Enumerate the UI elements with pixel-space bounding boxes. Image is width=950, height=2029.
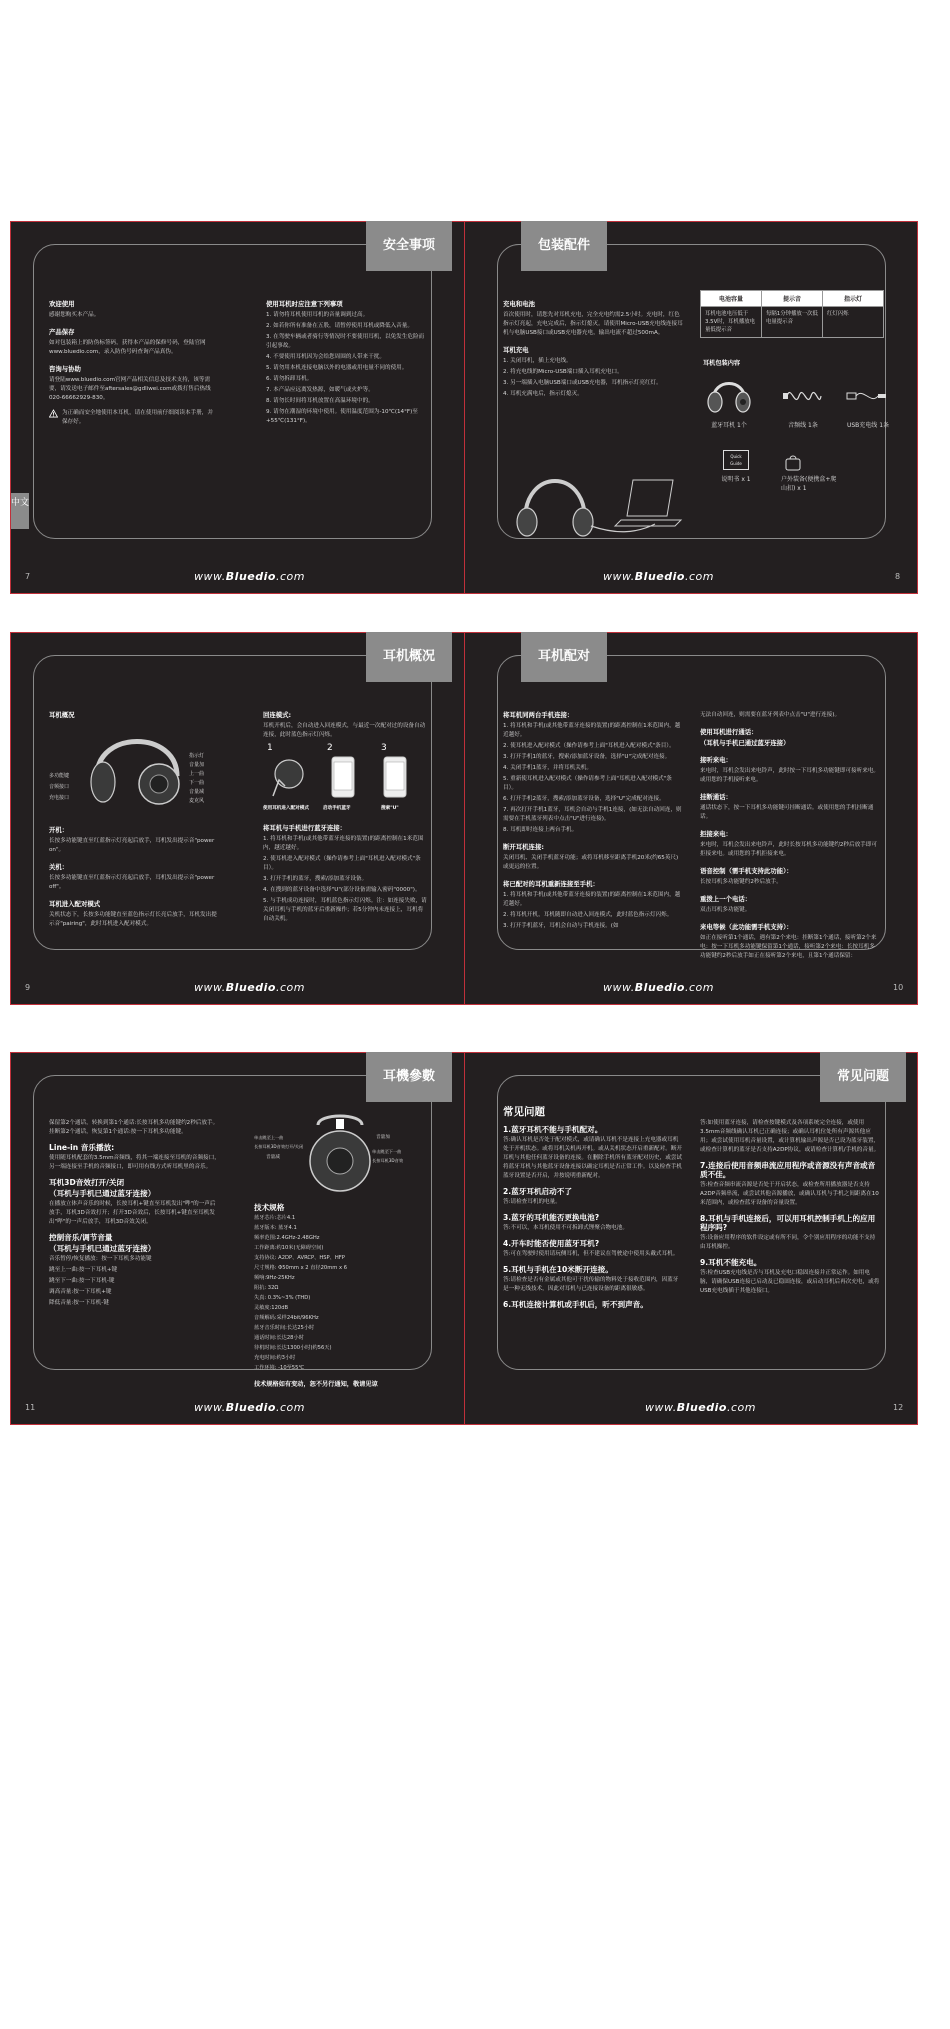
spec-item: 蓝牙版本: 蓝牙4.1 xyxy=(254,1225,297,1231)
column-reconnect xyxy=(263,703,427,926)
heading-reconnect-mode: 回连模式: xyxy=(263,711,292,719)
audio-cable-icon xyxy=(783,382,823,410)
heading-line-in: Line-in 音乐播放: xyxy=(49,1143,115,1152)
faq-answer: 答:请检查耳机的电量。 xyxy=(503,1199,561,1205)
two-phone-step: 8. 耳机即时连接上两台手机。 xyxy=(503,827,578,833)
table-cell: 耳机电池电压低于3.5V时，耳机播放电量低提示音 xyxy=(701,307,762,338)
faq-question: 3.蓝牙的耳机能否更换电池? xyxy=(503,1213,600,1222)
footer-brand: www.Bluedio.com xyxy=(645,1401,756,1414)
page-8 xyxy=(465,222,918,593)
heading-3d-effect: 耳机3D音效打开/关闭 xyxy=(49,1178,125,1187)
heading-voice: 语音控制（需手机支持此功能）： xyxy=(700,867,793,875)
column-two-phones xyxy=(503,703,683,933)
language-side-tab: 中文 xyxy=(11,493,29,529)
label-next-3d: 单击跳至下一曲 长按耳机3D音效 xyxy=(372,1149,404,1163)
column-faq-1 xyxy=(503,1103,683,1311)
column-welcome xyxy=(49,292,217,427)
pairing-steps-diagram xyxy=(263,744,427,816)
spec-item: 阻抗: 32Ω xyxy=(254,1285,279,1291)
column-calls xyxy=(700,703,880,963)
usb-cable-icon xyxy=(845,385,889,407)
precaution-item: 8. 请勿长时间将耳机放置在高温环境中的。 xyxy=(266,398,374,404)
text-reject: 来电时，耳机会发出来电铃声，此时长按耳机多功能键约2秒后放手即可拒接来电。或用您的手机拒接来电。 xyxy=(700,842,877,857)
faq-answer: 答:不可以，本耳机使用不可拆卸式锂聚合物电池。 xyxy=(503,1225,628,1231)
page-9 xyxy=(11,633,464,1004)
spec-item: 失真: 0.3%~3% (THD) xyxy=(254,1295,311,1301)
warning-note xyxy=(49,409,217,427)
spec-item: 尺寸规格: Φ50mm x 2 直径20mm x 6 xyxy=(254,1265,348,1271)
spec-item: 频响:9Hz-25KHz xyxy=(254,1275,295,1281)
page-number: 8 xyxy=(895,572,901,581)
precaution-item: 6. 请勿拆卸耳机。 xyxy=(266,376,313,382)
reconnect-step: 3. 打开手机蓝牙，耳机会自动与手机连接。(如 xyxy=(503,923,619,929)
item-bag-label: 户外装备(便携盒+爬山扣) x 1 xyxy=(781,476,837,492)
text-charging: 首次使用时，请您先对耳机充电，完全充电约需2.5小时。充电时，红色指示灯亮起，充电完成后，指示灯熄灭。请使用Micro-USB充电线连接耳机与电脑USB接口或USB充电器充电，输出电流不超过500mA。 xyxy=(503,312,683,336)
heading-calls-sub: （耳机与手机已通过蓝牙连接） xyxy=(700,739,790,747)
warning-triangle-icon xyxy=(49,409,58,418)
step-caption: 启动手机蓝牙 xyxy=(323,806,351,811)
music-control-item: 降低音量:按一下耳机-键 xyxy=(49,1300,109,1306)
page-number: 7 xyxy=(25,572,31,581)
item-manual-label: 说明书 x 1 xyxy=(721,476,751,483)
page-number: 12 xyxy=(893,1403,904,1412)
page-number: 11 xyxy=(25,1403,36,1412)
heading-power-off: 关机： xyxy=(49,863,69,871)
heading-disconnect: 断开耳机连接: xyxy=(503,843,544,851)
heading-redial: 重拨上一个电话： xyxy=(700,895,752,903)
headphone-diagram xyxy=(49,722,221,818)
spec-item: 支持协议: A2DP、AVRCP、HSP、HFP xyxy=(254,1255,345,1261)
two-phone-step: 2. 使耳机进入配对模式（操作请参考上面"耳机进入配对模式"条目）。 xyxy=(503,743,675,749)
page-12 xyxy=(465,1053,918,1424)
faq-question: 1.蓝牙耳机不能与手机配对。 xyxy=(503,1125,603,1134)
charging-step: 1. 关闭耳机，插上充电线。 xyxy=(503,358,572,364)
section-tab: 常见问题 xyxy=(820,1052,906,1102)
page-7 xyxy=(11,222,464,593)
column-charging xyxy=(503,292,683,401)
text-reconnect-mode: 耳机开机后，会自动进入回连模式，与最近一次配对过的设备自动连接，此时蓝色指示灯闪烁。 xyxy=(263,723,426,738)
label-next: 下一曲 xyxy=(189,780,205,786)
label-volume-up: 音量加 xyxy=(189,762,205,768)
precaution-item: 4. 不要使用耳机因为会给您周围的人带来干扰。 xyxy=(266,354,385,360)
faq-answer: 答:设备应用程序的软件设定或有所不同，令个别应用程序的功能不支持由耳机操控。 xyxy=(700,1235,876,1250)
label-charge-port: 充电接口 xyxy=(49,795,70,801)
spec-item: 蓝牙芯片:芯片4.1 xyxy=(254,1215,296,1221)
heading-two-phones: 将耳机同两台手机连接： xyxy=(503,711,574,719)
spread-safety-and-package xyxy=(10,221,918,594)
two-phone-step: 1. 将耳机和手机(或其他带蓝牙连接的装置)的距离控制在1米范围内，越近越好。 xyxy=(503,723,681,738)
faq-question: 2.蓝牙耳机启动不了 xyxy=(503,1187,572,1196)
step-caption: 搜索"U" xyxy=(381,806,399,811)
text-redial: 双击耳机多功能键。 xyxy=(700,907,751,913)
faq-title: 常见问题 xyxy=(503,1106,545,1118)
heading-pairing-mode: 耳机进入配对模式 xyxy=(49,900,101,908)
page-number: 10 xyxy=(893,983,904,992)
label-previous: 上一曲 xyxy=(189,771,205,777)
heading-precautions: 使用耳机时应注意下列事项 xyxy=(266,300,343,308)
label-multi-function-key: 多功能键 xyxy=(49,773,70,779)
spec-item: 工作环境: -10至55℃ xyxy=(254,1365,305,1371)
spread-specs-and-faq xyxy=(10,1052,918,1425)
text-voice: 长按耳机多功能键约2秒后放手。 xyxy=(700,879,782,885)
text-3d-effect: 在播放立体声音乐的时候，长按耳机+键直至耳机发出"哔"的一声后放手，耳机3D音效打开；打开3D音效后，长按耳机+键直至耳机发出"哔"的一声后放手，耳机3D音效关闭。 xyxy=(49,1201,216,1225)
section-tab: 包装配件 xyxy=(521,221,607,271)
two-phone-step: 3. 打开手机1的蓝牙，搜索/添加蓝牙设备，选择"U"完成配对连接。 xyxy=(503,754,671,760)
heading-specs: 技术规格 xyxy=(254,1203,285,1212)
headphone-side-icon xyxy=(87,726,187,814)
heading-charging: 充电和电池 xyxy=(503,300,535,308)
text-support: 请登陆www.bluedio.com官网产品相关信息及技术支持，该等需要，请发送电子邮件至aftersales@gdliwei.com或拨打售后热线020-66662929-830。 xyxy=(49,377,211,401)
column-music xyxy=(49,1119,221,1310)
column-faq-2 xyxy=(700,1119,880,1298)
faq-question: 4.开车时能否使用蓝牙耳机? xyxy=(503,1239,600,1248)
table-cell: 每隔1分钟播放一次低电量提示音 xyxy=(762,307,823,338)
faq-answer: 答:检查音频串流音源是否处于开启状态，或检查所用播放器是否支持A2DP音频串流，或尝试其他音源播放，或确认耳机与手机之间距离在10米范围内，或检查蓝牙设备的音量设置。 xyxy=(700,1182,879,1206)
section-tab: 安全事项 xyxy=(366,221,452,271)
music-control-item: 跳至上一曲:按一下耳机+键 xyxy=(49,1267,118,1273)
bt-step: 2. 使耳机进入配对模式（操作请参考上面"耳机进入配对模式"条目）。 xyxy=(263,856,421,871)
heading-bluetooth-connect: 将耳机与手机进行蓝牙连接： xyxy=(263,824,347,832)
bt-step: 1. 将耳机和手机(或其他带蓝牙连接的装置)的距离控制在1米范围内，越近越好。 xyxy=(263,836,424,851)
bt-step: 3. 打开手机的蓝牙，搜索/添加蓝牙设备。 xyxy=(263,876,368,882)
faq-question: 7.连接后使用音频串流应用程序或音源没有声音或音质不佳。 xyxy=(700,1161,876,1179)
heading-call-waiting: 来电等候（此功能需手机支持）： xyxy=(700,923,793,931)
hand-press-icon xyxy=(269,756,305,798)
faq-question: 8.耳机与手机连接后，可以用耳机控制手机上的应用程序吗? xyxy=(700,1214,876,1232)
spec-item: 灵敏度:120dB xyxy=(254,1305,289,1311)
text-power-off: 长按多功能键直至红蓝指示灯亮起后放手，耳机发出提示音"power off"。 xyxy=(49,875,215,890)
faq-question: 5.耳机与手机在10米断开连接。 xyxy=(503,1265,613,1274)
warning-text: 为正确而安全地使用本耳机，请在使用前仔细阅读本手册，并保存好。 xyxy=(61,410,213,425)
control-diagram xyxy=(254,1111,424,1197)
table-row xyxy=(701,307,884,338)
earcup-controls-icon xyxy=(304,1111,376,1197)
music-control-item: 跳至下一曲:按一下耳机-键 xyxy=(49,1278,115,1284)
text-continued: 无法自动回连，则需要在蓝牙列表中点击"U"进行连接)。 xyxy=(700,712,841,718)
phone-search-icon xyxy=(383,756,407,798)
spec-item: 通话时间:长达28小时 xyxy=(254,1335,304,1341)
heading-music-control: 控制音乐/调节音量 xyxy=(49,1233,113,1242)
faq-answer: 答:检查USB充电线是否与耳机及充电口稳固连接并正常运作。如用电脑，请确保USB连接已启动及已稳固连接，或启动耳机后再次充电，或将USB充电线插于其他连接口。 xyxy=(700,1270,880,1294)
item-headphone-label: 蓝牙耳机 1个 xyxy=(711,422,747,429)
heading-headphone-charging: 耳机充电 xyxy=(503,346,529,354)
reconnect-step: 2. 将耳机开机，耳机随即自动进入回连模式，此时蓝色指示灯闪烁。 xyxy=(503,912,673,918)
two-phone-step: 6. 打开手机2蓝牙，搜索/添加蓝牙设备，选择"U"完成配对连接。 xyxy=(503,796,665,802)
page-10 xyxy=(465,633,918,1004)
text-welcome: 感谢您购买本产品。 xyxy=(49,312,100,318)
precaution-item: 5. 请勿用本机连接电脑以外的电器或用电量不同的使用。 xyxy=(266,365,408,371)
heading-end-call: 挂断通话： xyxy=(700,793,732,801)
charging-step: 3. 另一端插入电脑USB端口或USB充电器，耳机指示灯亮红灯。 xyxy=(503,380,662,386)
two-phone-step: 4. 关闭手机1蓝牙，并将耳机关机。 xyxy=(503,765,592,771)
label-audio-jack: 音频接口 xyxy=(49,784,70,790)
precaution-item: 7. 本产品应远离发热源，如暖气或火炉等。 xyxy=(266,387,374,393)
heading-product-save: 产品保存 xyxy=(49,328,75,336)
footer-brand: www.Bluedio.com xyxy=(194,1401,305,1414)
text-end-call: 通话状态下，按一下耳机多功能键可挂断通话。或使用您的手机挂断通话。 xyxy=(700,805,874,820)
text-pairing-mode: 关机状态下，长按多功能键直至蓝色指示灯长亮后放手，耳机发出提示音"pairing"，此时耳机进入配对模式。 xyxy=(49,912,217,927)
footer-brand: www.Bluedio.com xyxy=(194,570,305,583)
spec-item: 蓝牙音乐时间:长达25小时 xyxy=(254,1325,315,1331)
table-header: 指示灯 xyxy=(823,291,884,307)
label-volume-up: 音量加 xyxy=(376,1135,390,1140)
faq-answer: 答:请检查是否有金属或其他可干扰传输的物料处于接收范围内，因蓝牙是一种无线技术，因此对耳机与已连接设备的距离很敏感。 xyxy=(503,1277,679,1292)
heading-welcome: 欢迎使用 xyxy=(49,300,75,308)
heading-overview: 耳机概况 xyxy=(49,711,75,719)
text-call-waiting: 如正在接听第1个通话，遇有第2个来电：挂断第1个通话，接听第2个来电：按一下耳机多功能键保留第1个通话，接听第2个来电：长按耳机多功能键约2秒后放手如正在接听第2个来电，且第1个通话保留： xyxy=(700,935,877,959)
step-caption: 使用耳机进入配对模式 xyxy=(263,806,309,811)
spec-item: 工作距离:约10米(无障碍空间) xyxy=(254,1245,324,1251)
two-phone-step: 5. 重新使耳机进入配对模式（操作请参考上面"耳机进入配对模式"条目）。 xyxy=(503,776,672,791)
faq-answer: 答:可在驾驶时使用请玩侧耳机，但不建议在驾驶途中使用头戴式耳机。 xyxy=(503,1251,679,1257)
text-disconnect: 关闭耳机、关闭手机蓝牙功能；或将耳机移至距离手机20米(约65英尺)或更远的位置。 xyxy=(503,855,679,870)
music-control-item: 调高音量:按一下耳机+键 xyxy=(49,1289,112,1295)
section-tab: 耳机配对 xyxy=(521,632,607,682)
text-hold-call: 保留第2个通话，转换到第1个通话:长按耳机多功能键约2秒后放手。挂断第2个通话，恢复第1个通话:按一下耳机多功能键。 xyxy=(49,1120,219,1135)
heading-3d-effect-sub: （耳机与手机已通过蓝牙连接） xyxy=(49,1189,156,1198)
text-line-in: 使用随耳机配套的3.5mm音频线，将其一端连接至耳机的音频接口，另一端连接至手机的音频接口，即可用有线方式听耳机里的音乐。 xyxy=(49,1155,220,1170)
footer-brand: www.Bluedio.com xyxy=(603,981,714,994)
heading-answer: 接听来电： xyxy=(700,756,732,764)
charging-illustration xyxy=(505,460,685,540)
step-number: 1 xyxy=(267,743,273,753)
heading-calls: 使用耳机进行通话： xyxy=(700,728,758,736)
spec-item: 音频解码:采样24bit/96KHz xyxy=(254,1315,319,1321)
label-previous-3d: 单击跳至上一曲 长按耳机3D音效打开/关闭 xyxy=(254,1135,304,1149)
heading-reject: 拒接来电： xyxy=(700,830,732,838)
faq-answer: 答:确认耳机是否处于配对模式，或请确认耳机不是连接上充电器或耳机处于开机状态。或将耳机关机再开机。或从关机状态开启重新配对。断开耳机与其他任何蓝牙设备的连接。在删除手机所有蓝牙配对历史，或尝试将蓝牙耳机与其他蓝牙设备连接以确定耳机是否正常工作。以及检查手机蓝牙设置是否开启，并按说明重新配对。 xyxy=(503,1137,683,1179)
heading-support: 咨询与协助 xyxy=(49,365,81,373)
footer-brand: www.Bluedio.com xyxy=(194,981,305,994)
column-precautions xyxy=(266,292,426,428)
precaution-item: 3. 在驾驶车辆或者骑行等情况时不要使用耳机，以免发生危险而引起事故。 xyxy=(266,334,425,349)
bt-step: 4. 在搜到的蓝牙设备中选择"U"(部分设备需输入密码"0000")。 xyxy=(263,887,421,893)
spec-item: 频率范围:2.4GHz-2.48GHz xyxy=(254,1235,320,1241)
charging-step: 4. 耳机充满电后，指示灯熄灭。 xyxy=(503,391,583,397)
footer-brand: www.Bluedio.com xyxy=(603,570,714,583)
item-audio-cable-label: 音频线 1条 xyxy=(788,422,818,429)
spec-item: 待机时间:长达1300小时(约56天) xyxy=(254,1345,332,1351)
reconnect-step: 1. 将耳机和手机(或其他带蓝牙连接的装置)的距离控制在1米范围内，越近越好。 xyxy=(503,892,681,907)
heading-package-contents: 耳机包装内容 xyxy=(703,360,741,367)
spread-overview-and-pairing xyxy=(10,632,918,1005)
bt-step: 5. 与手机成功连接时，耳机蓝色指示灯闪烁。注：如连接失败，请关闭耳机与手机的蓝牙后重新操作；若5分钟内未连接上，耳机将自动关机。 xyxy=(263,898,427,922)
label-indicator: 指示灯 xyxy=(189,753,205,759)
heading-music-control-sub: （耳机与手机已通过蓝牙连接） xyxy=(49,1244,156,1253)
text-power-on: 长按多功能键直至红蓝指示灯亮起后放手，耳机发出提示音"power on"。 xyxy=(49,838,215,853)
manual-icon: Quick Guide xyxy=(723,450,749,470)
section-tab: 耳机概况 xyxy=(366,632,452,682)
faq-answer: 答:如使用蓝牙连接，请检查按键模式及各项系统完全连接，或使用3.5mm音频线确认耳机已正确连接；或确认耳机位处所有声源其他应用；或尝试使用耳机音量设置，或计算机输出声源是否已设为蓝牙装置，或检查计算机的蓝牙是否支持A2DP协议，或请检查计算机/手机的音量。 xyxy=(700,1120,880,1153)
text-answer: 来电时，耳机会发出来电铃声，此时按一下耳机多功能键即可接听来电。或用您的手机接听来电。 xyxy=(700,768,880,783)
faq-question: 6.耳机连接计算机或手机后，听不到声音。 xyxy=(503,1300,648,1309)
precaution-item: 2. 如若你所有准备在五股，请暂停使用耳机或降低入音量。 xyxy=(266,323,413,329)
faq-question: 9.耳机不能充电。 xyxy=(700,1258,762,1267)
column-overview xyxy=(49,703,221,931)
table-header: 电池容量 xyxy=(701,291,762,307)
step-number: 3 xyxy=(381,743,387,753)
spec-disclaimer: 技术规格如有变动，恕不另行通知，敬请见谅 xyxy=(254,1381,378,1388)
music-control-item: 音乐暂停/恢复播放：按一下耳机多功能键 xyxy=(49,1256,152,1262)
section-tab: 耳機參數 xyxy=(366,1052,452,1102)
battery-table xyxy=(700,290,884,338)
table-header: 提示音 xyxy=(762,291,823,307)
column-specs xyxy=(254,1111,424,1391)
label-volume-down: 音量减 xyxy=(189,789,205,795)
two-phone-step: 7. 再次打开手机1蓝牙，耳机会自动与手机1连接，(如无法自动回连，则需要在手机蓝牙列表中点击"U"进行连接)。 xyxy=(503,807,682,822)
precaution-item: 9. 请勿在潮湿的环境中使用。使用温度范围为-10℃(14°F)至+55℃(131°F)。 xyxy=(266,409,418,424)
spec-list xyxy=(254,1214,424,1372)
item-usb-cable-label: USB充电线 1条 xyxy=(846,422,890,429)
label-volume-down: 音量减 xyxy=(266,1155,280,1160)
phone-bluetooth-icon xyxy=(331,756,355,798)
page-number: 9 xyxy=(25,983,31,992)
label-microphone: 麦克风 xyxy=(189,798,205,804)
text-product-save: 如对包装箱上的防伪标签码，获得本产品的保修号码，登陆官网www.bluedio.com，录入防伪号码查询产品真伪。 xyxy=(49,340,206,355)
carry-pouch-icon xyxy=(783,454,803,472)
page-11 xyxy=(11,1053,464,1424)
step-number: 2 xyxy=(327,743,333,753)
spec-item: 充电时间:约3小时 xyxy=(254,1355,296,1361)
headphone-icon xyxy=(705,372,753,416)
precaution-item: 1. 请勿将耳机使用耳机的音量调到过高。 xyxy=(266,312,369,318)
heading-power-on: 开机： xyxy=(49,826,69,834)
charging-step: 2. 将充电线的Micro-USB端口插入耳机充电口。 xyxy=(503,369,623,375)
table-cell: 红灯闪烁 xyxy=(823,307,884,338)
heading-reconnect: 将已配对的耳机重新连接至手机： xyxy=(503,880,599,888)
